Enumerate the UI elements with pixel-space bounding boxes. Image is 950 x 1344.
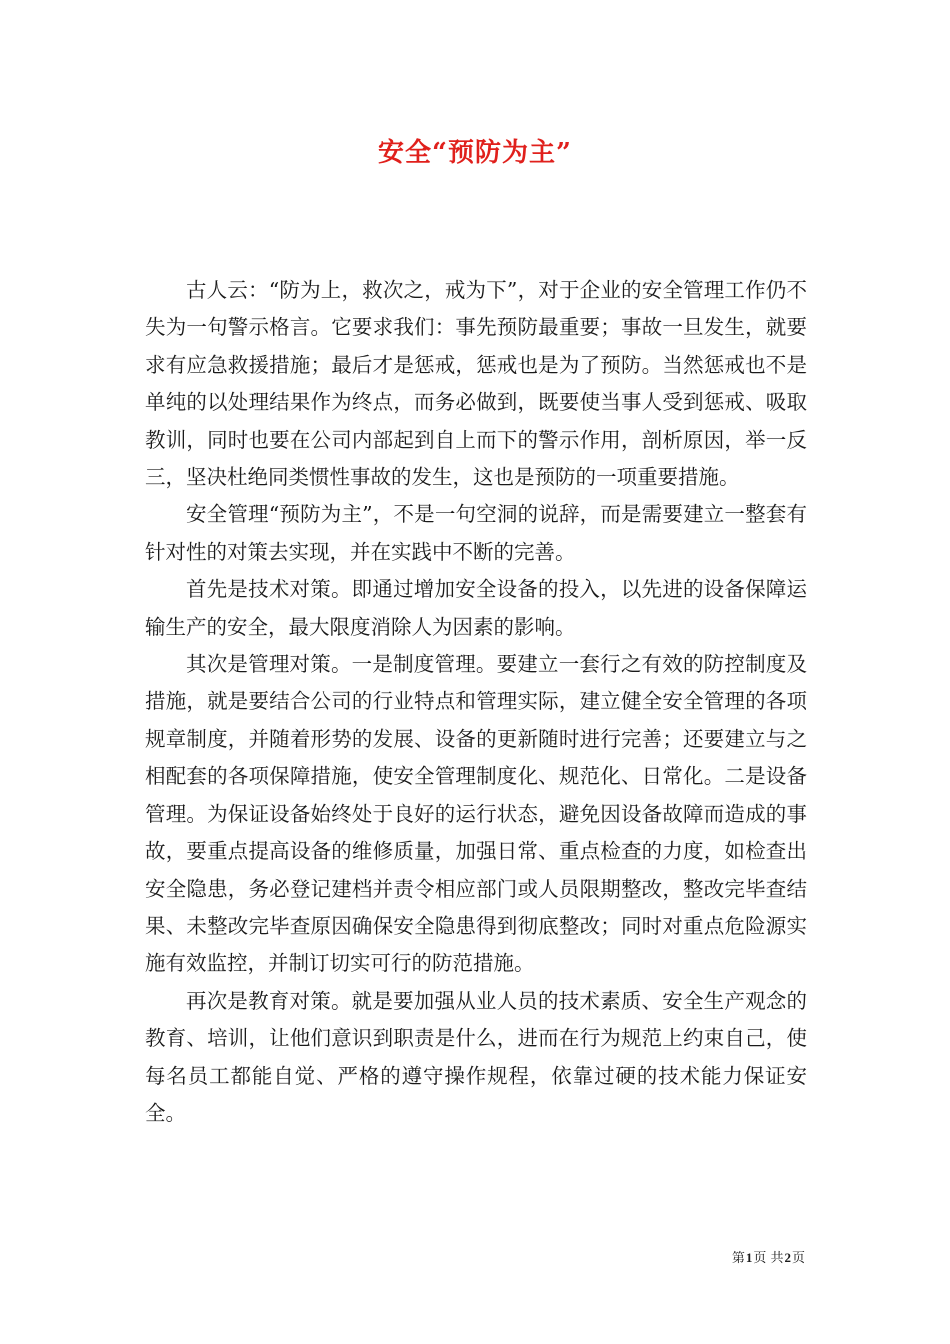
paragraph-3: 首先是技术对策。即通过增加安全设备的投入，以先进的设备保障运输生产的安全，最大限度消除人为因素的影响。 (145, 577, 807, 639)
footer-suffix: 页 (791, 1251, 805, 1266)
document-title: 安全“预防为主” (378, 138, 572, 168)
paragraph-4: 其次是管理对策。一是制度管理。要建立一套行之有效的防控制度及措施，就是要结合公司的行业特点和管理实际，建立健全安全管理的各项规章制度，并随着形势的发展、设备的更新随时进行完善；还要建立与之相配套的各项保障措施，使安全管理制度化、规范化、日常化。二是设备管理。为保证设备始终处于良好的运行状态，避免因设备故障而造成的事故，要重点提高设备的维修质量，加强日常、重点检查的力度，如检查出安全隐患，务必登记建档并责令相应部门或人员限期整改，整改完毕查结果、未整改完毕查原因确保安全隐患得到彻底整改；同时对重点危险源实施有效监控，并制订切实可行的防范措施。 (145, 652, 807, 976)
total-pages-number: 2 (784, 1250, 791, 1265)
current-page-number: 1 (745, 1250, 753, 1265)
footer-prefix: 第 (731, 1251, 745, 1266)
document-body (145, 272, 807, 1132)
page-footer (732, 1247, 805, 1266)
paragraph-2: 安全管理“预防为主”，不是一句空洞的说辞，而是需要建立一整套有针对性的对策去实现，并在实践中不断的完善。 (145, 502, 807, 564)
footer-middle: 页 共 (753, 1251, 784, 1266)
paragraph-1: 古人云：“防为上，救次之，戒为下”，对于企业的安全管理工作仍不失为一句警示格言。它要求我们：事先预防最重要；事故一旦发生，就要求有应急救援措施；最后才是惩戒，惩戒也是为了预防。当然惩戒也不是单纯的以处理结果作为终点，而务必做到，既要使当事人受到惩戒、吸取教训，同时也要在公司内部起到自上而下的警示作用，剖析原因，举一反三，坚决杜绝同类惯性事故的发生，这也是预防的一项重要措施。 (145, 278, 807, 490)
paragraph-5: 再次是教育对策。就是要加强从业人员的技术素质、安全生产观念的教育、培训，让他们意识到职责是什么，进而在行为规范上约束自己，使每名员工都能自觉、严格的遵守操作规程，依靠过硬的技术能力保证安全。 (145, 988, 807, 1125)
